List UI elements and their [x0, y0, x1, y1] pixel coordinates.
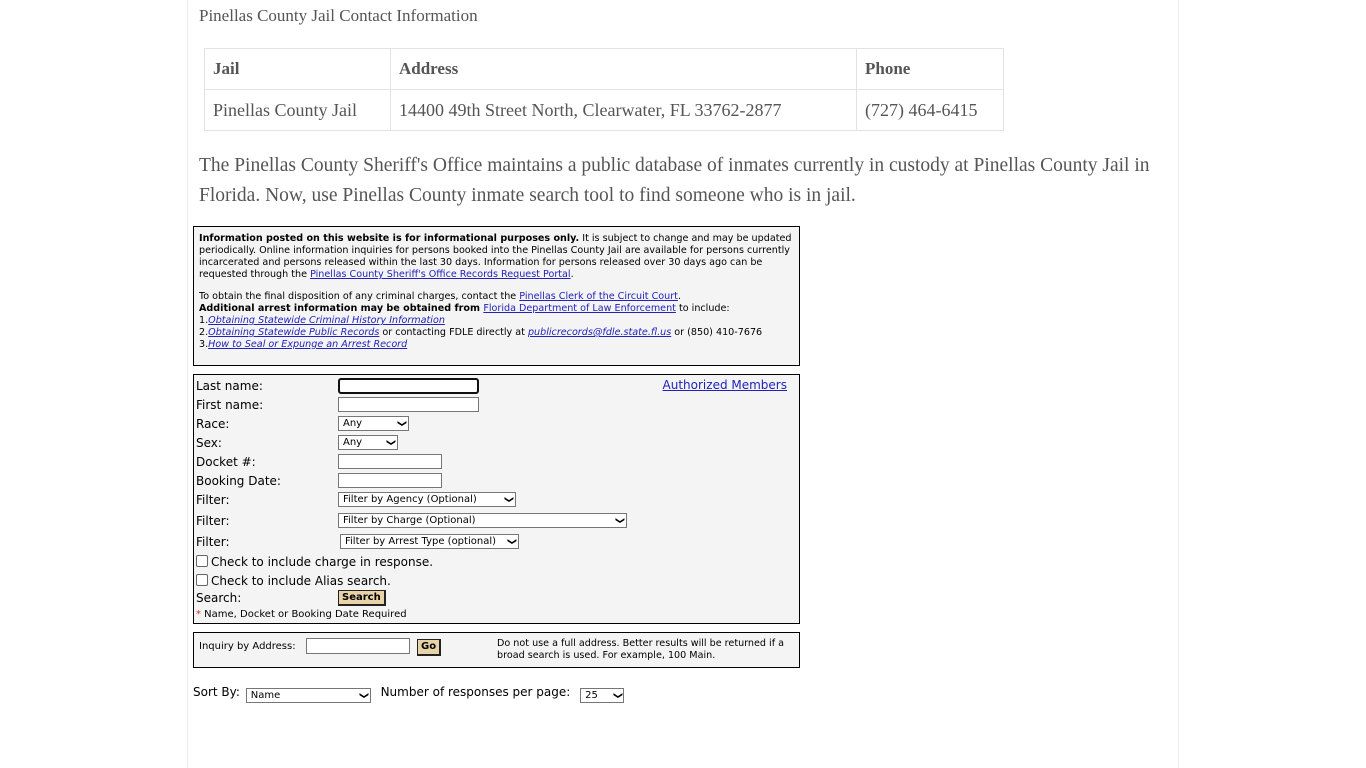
search-label: Search:: [196, 591, 242, 605]
address-inquiry-box: [193, 632, 800, 668]
sort-by-label: Sort By:: [193, 685, 240, 699]
race-label: Race:: [196, 417, 230, 431]
chevron-down-icon: ❯: [358, 691, 369, 700]
sort-bar: [193, 684, 624, 700]
chevron-down-icon: ❯: [614, 516, 625, 525]
fdle-suffix: to include:: [675, 303, 730, 314]
punctuation: .: [677, 291, 681, 302]
agency-filter-select[interactable]: [338, 492, 516, 507]
cell-phone: (727) 464-6415: [857, 90, 1004, 131]
charge-filter-select[interactable]: [338, 513, 627, 528]
race-selected-value: Any: [343, 418, 363, 429]
disclaimer-lead: Information posted on this website is for informational purposes only.: [199, 233, 580, 244]
header-jail: Jail: [205, 49, 391, 90]
intro-paragraph: The Pinellas County Sheriff's Office maintains a public database of inmates currently in custody at Pinellas County Jail in Florida. Now, use Pinellas County inmate search tool to find someone who is in jail.: [199, 155, 1150, 206]
required-star: *: [196, 609, 201, 620]
section-title: Pinellas County Jail Contact Information: [199, 6, 478, 25]
arrest-type-filter-select[interactable]: [340, 534, 519, 549]
additional-info-lead: Additional arrest information may be obtained from: [199, 303, 484, 314]
sex-selected-value: Any: [343, 437, 363, 448]
fdle-phone-text: or (850) 410-7676: [671, 327, 763, 338]
fdle-link[interactable]: Florida Department of Law Enforcement: [483, 303, 676, 314]
address-inquiry-label: Inquiry by Address:: [199, 641, 296, 652]
table-header-row: [205, 49, 1004, 90]
address-hint: Do not use a full address. Better results will be returned if a broad search is used. For example, 100 Main.: [497, 638, 785, 661]
agency-filter-row: [196, 491, 514, 509]
disclaimer-paragraph: [199, 233, 794, 281]
sort-by-value: Name: [250, 690, 281, 701]
chevron-down-icon: ❯: [506, 537, 517, 546]
charge-filter-value: Filter by Charge (Optional): [343, 515, 476, 526]
chevron-down-icon: ❯: [396, 419, 407, 428]
required-note-row: [196, 608, 407, 622]
docket-label: Docket #:: [196, 455, 256, 469]
page-container: [187, 0, 1179, 768]
sort-by-select[interactable]: [246, 688, 371, 703]
search-button[interactable]: Search: [338, 590, 386, 606]
docket-input[interactable]: [338, 454, 442, 469]
sex-select[interactable]: [338, 435, 398, 450]
criminal-history-link[interactable]: Obtaining Statewide Criminal History Information: [208, 315, 445, 326]
include-alias-checkbox[interactable]: [196, 574, 208, 586]
list-number: 1.: [199, 315, 209, 326]
cell-jail-name: Pinellas County Jail: [205, 90, 391, 131]
list-number: 2.: [199, 327, 209, 338]
go-button[interactable]: Go: [417, 639, 441, 656]
header-address: Address: [391, 49, 857, 90]
charge-filter-row: [196, 512, 625, 530]
first-name-label: First name:: [196, 398, 264, 412]
public-records-link[interactable]: Obtaining Statewide Public Records: [208, 327, 380, 338]
address-inquiry-input[interactable]: [306, 638, 410, 654]
disposition-paragraph: [199, 291, 794, 351]
last-name-label: Last name:: [196, 379, 263, 393]
fdle-email-link[interactable]: publicrecords@fdle.state.fl.us: [527, 327, 672, 338]
inmate-search-form: [193, 374, 800, 624]
records-request-link[interactable]: Pinellas County Sheriff's Office Records Request Portal: [310, 269, 571, 280]
include-charge-option: [196, 553, 433, 571]
include-charge-label: Check to include charge in response.: [211, 555, 434, 569]
filter-label: Filter:: [196, 493, 230, 507]
filter-label: Filter:: [196, 514, 230, 528]
booking-date-input[interactable]: [338, 473, 442, 488]
agency-filter-value: Filter by Agency (Optional): [343, 494, 477, 505]
disclaimer-box: [193, 226, 800, 366]
sex-row: [196, 434, 396, 452]
clerk-court-link[interactable]: Pinellas Clerk of the Circuit Court: [519, 291, 678, 302]
chevron-down-icon: ❯: [503, 495, 514, 504]
arrest-type-filter-row: [196, 533, 517, 551]
punctuation: .: [570, 269, 574, 280]
fdle-contact-text: or contacting FDLE directly at: [379, 327, 528, 338]
per-page-value: 25: [585, 690, 598, 701]
cell-address: 14400 49th Street North, Clearwater, FL 33762-2877: [391, 90, 857, 131]
sex-label: Sex:: [196, 436, 222, 450]
disclaimer-body: It is subject to change and may be updated periodically. Online information inquiries for persons booked into the Pinellas County Jail are available for persons currently incarcerated and persons released within the last 30 days. Information for persons released over 30 days ago can be requested through the: [199, 233, 792, 280]
per-page-select[interactable]: [580, 688, 624, 703]
include-charge-checkbox[interactable]: [196, 555, 208, 567]
arrest-type-filter-value: Filter by Arrest Type (optional): [345, 536, 496, 547]
seal-expunge-link[interactable]: How to Seal or Expunge an Arrest Record: [208, 339, 408, 350]
filter-label: Filter:: [196, 535, 230, 549]
include-alias-option: [196, 572, 391, 590]
jail-contact-table: [204, 48, 1004, 131]
include-alias-label: Check to include Alias search.: [211, 574, 391, 588]
last-name-input[interactable]: [338, 378, 479, 394]
list-number: 3.: [199, 339, 209, 350]
race-row: [196, 415, 407, 433]
required-note: Name, Docket or Booking Date Required: [201, 609, 407, 620]
chevron-down-icon: ❯: [385, 438, 396, 447]
header-phone: Phone: [857, 49, 1004, 90]
booking-date-label: Booking Date:: [196, 474, 281, 488]
disposition-text: To obtain the final disposition of any criminal charges, contact the: [199, 291, 520, 302]
table-row: [205, 90, 1004, 131]
race-select[interactable]: [338, 416, 409, 431]
per-page-label: Number of responses per page:: [380, 685, 571, 699]
first-name-input[interactable]: [338, 397, 479, 412]
chevron-down-icon: ❯: [611, 691, 622, 700]
authorized-members-link[interactable]: Authorized Members: [662, 378, 787, 392]
